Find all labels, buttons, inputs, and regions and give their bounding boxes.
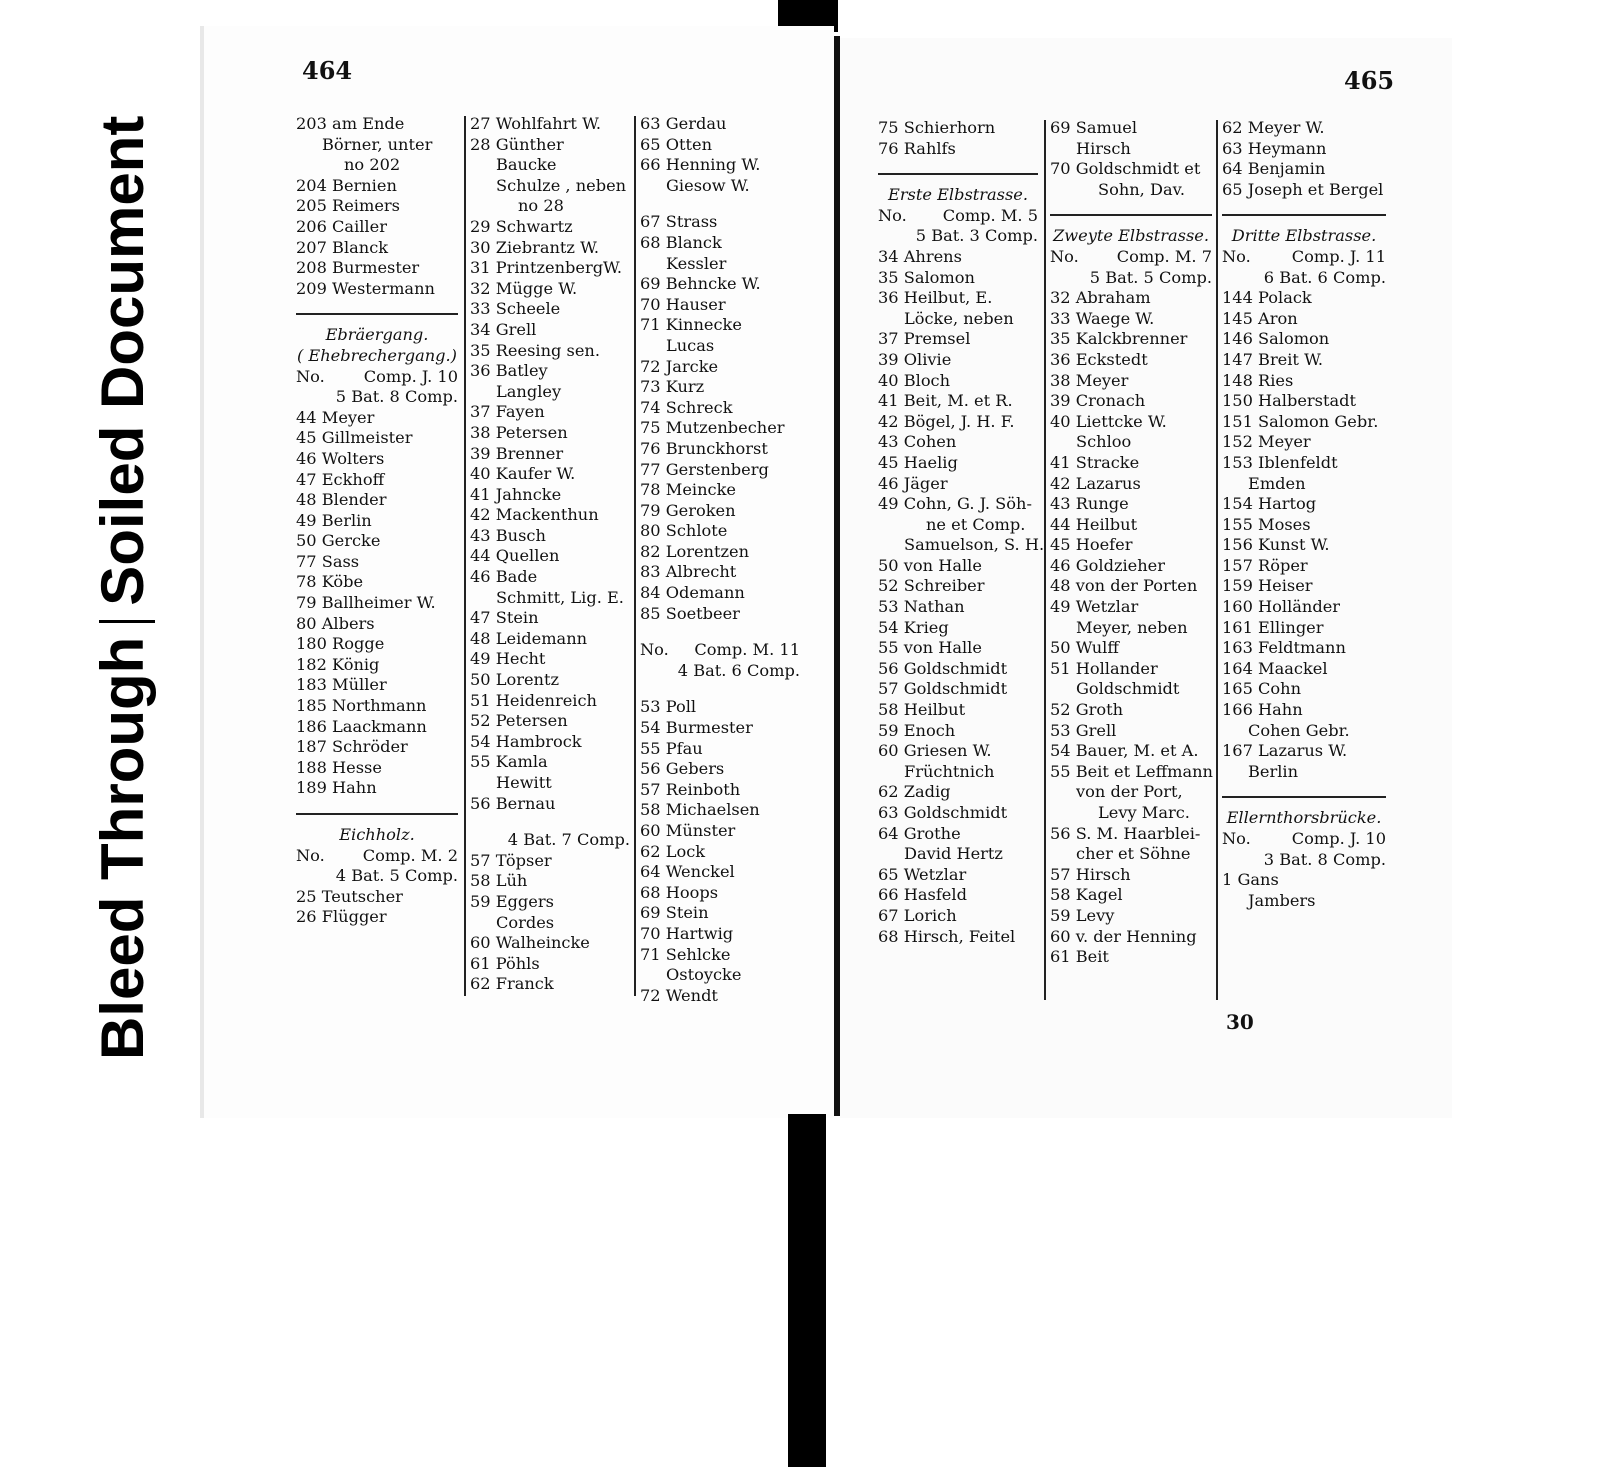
list-item: 188 Hesse bbox=[296, 757, 382, 777]
list-item: 57 Töpser bbox=[470, 850, 552, 870]
list-item: 155 Moses bbox=[1222, 514, 1311, 534]
column-6 bbox=[1222, 118, 1386, 911]
list-item: 57 Goldschmidt bbox=[878, 679, 1008, 699]
list-item: 43 Runge bbox=[1050, 494, 1129, 514]
header-comp: Comp. M. 5 bbox=[942, 205, 1038, 225]
street-heading: Erste Elbstrasse. bbox=[888, 185, 1028, 205]
list-item: 49 Cohn, G. J. Söh- bbox=[878, 494, 1032, 514]
spacer bbox=[640, 681, 800, 697]
list-item: 180 Rogge bbox=[296, 634, 385, 654]
list-item: 27 Wohlfahrt W. bbox=[470, 114, 602, 133]
company-header bbox=[640, 640, 800, 661]
list-item: 56 Bernau bbox=[470, 793, 556, 813]
list-item: 73 Kurz bbox=[640, 377, 705, 397]
list-item: 69 Behncke W. bbox=[640, 274, 761, 294]
list-item: 60 Griesen W. bbox=[878, 741, 992, 761]
list-item: 53 Poll bbox=[640, 697, 697, 717]
list-item: 51 Heidenreich bbox=[470, 690, 597, 710]
list-item: Löcke, neben bbox=[904, 308, 1014, 328]
list-item: 205 Reimers bbox=[296, 196, 400, 216]
list-item: 45 Gillmeister bbox=[296, 428, 413, 448]
list-item: 72 Jarcke bbox=[640, 356, 719, 376]
list-item: 161 Ellinger bbox=[1222, 617, 1324, 637]
spacer bbox=[640, 196, 800, 212]
list-item: 66 Henning W. bbox=[640, 155, 761, 175]
section-rule bbox=[1222, 204, 1386, 216]
list-item: 57 Reinboth bbox=[640, 779, 741, 799]
list-item: 58 Michaelsen bbox=[640, 800, 760, 820]
list-item: 32 Abraham bbox=[1050, 288, 1151, 308]
list-item: 49 Wetzlar bbox=[1050, 597, 1139, 617]
list-item: 46 Bade bbox=[470, 567, 538, 587]
header-no: No. bbox=[878, 205, 907, 225]
column-3 bbox=[640, 114, 800, 1006]
list-item: 189 Hahn bbox=[296, 778, 377, 798]
list-item: 63 Gerdau bbox=[640, 114, 727, 133]
list-item: 60 v. der Henning bbox=[1050, 926, 1197, 946]
list-item: 69 Samuel bbox=[1050, 118, 1138, 137]
company-header bbox=[1222, 247, 1386, 268]
list-item: 54 Burmester bbox=[640, 718, 753, 738]
list-item: 79 Geroken bbox=[640, 500, 736, 520]
list-item: 42 Lazarus bbox=[1050, 473, 1141, 493]
list-item: 69 Stein bbox=[640, 903, 709, 923]
list-item: Samuelson, S. H. bbox=[904, 535, 1045, 555]
street-heading: Eichholz. bbox=[339, 825, 415, 844]
left-page-number: 464 bbox=[302, 56, 353, 85]
list-item: 1 Gans bbox=[1222, 870, 1279, 890]
list-item: 52 Schreiber bbox=[878, 576, 985, 596]
list-item: Schloo bbox=[1076, 432, 1132, 452]
list-item: 38 Meyer bbox=[1050, 370, 1129, 390]
list-item: 64 Wenckel bbox=[640, 862, 735, 882]
list-item: 156 Kunst W. bbox=[1222, 535, 1330, 555]
list-item: 40 Liettcke W. bbox=[1050, 411, 1167, 431]
list-item: 182 König bbox=[296, 654, 380, 674]
column-1 bbox=[296, 114, 458, 928]
list-item: 154 Hartog bbox=[1222, 494, 1317, 514]
list-item: 153 Iblenfeldt bbox=[1222, 452, 1338, 472]
side-label-soiled-document: Soiled Document bbox=[89, 115, 156, 606]
list-item: 80 Schlote bbox=[640, 521, 728, 541]
list-item: David Hertz bbox=[904, 844, 1003, 864]
list-item: Sohn, Dav. bbox=[1098, 179, 1185, 199]
header-no: No. bbox=[296, 366, 325, 386]
list-item: 68 Blanck bbox=[640, 232, 722, 252]
battalion-line: 5 Bat. 8 Comp. bbox=[335, 387, 458, 407]
list-item: 35 Kalckbrenner bbox=[1050, 329, 1188, 349]
list-item: no 28 bbox=[518, 196, 564, 216]
battalion-line: 4 Bat. 6 Comp. bbox=[677, 660, 800, 680]
list-item: 57 Hirsch bbox=[1050, 864, 1131, 884]
street-heading: Ebräergang. bbox=[325, 325, 429, 345]
list-item: 50 von Halle bbox=[878, 555, 982, 575]
header-no: No. bbox=[296, 845, 325, 865]
list-item: 71 Kinnecke bbox=[640, 315, 742, 335]
list-item: 56 Gebers bbox=[640, 759, 725, 779]
header-comp: Comp. M. 11 bbox=[694, 640, 800, 660]
list-item: 48 Leidemann bbox=[470, 628, 588, 648]
column-divider bbox=[634, 116, 636, 996]
list-item: Früchtnich bbox=[904, 761, 995, 781]
list-item: 55 Pfau bbox=[640, 738, 703, 758]
list-item: 77 Sass bbox=[296, 551, 360, 571]
header-no: No. bbox=[1050, 246, 1079, 266]
list-item: 35 Reesing sen. bbox=[470, 340, 600, 360]
list-item: Meyer, neben bbox=[1076, 617, 1188, 637]
company-header bbox=[296, 846, 458, 867]
header-comp: Comp. J. 10 bbox=[1291, 829, 1386, 848]
street-heading: Dritte Elbstrasse. bbox=[1231, 226, 1377, 246]
list-item: 39 Olivie bbox=[878, 349, 952, 369]
list-item: 44 Heilbut bbox=[1050, 514, 1138, 534]
list-item: 185 Northmann bbox=[296, 696, 427, 716]
list-item: 35 Salomon bbox=[878, 267, 975, 287]
list-item: 36 Batley bbox=[470, 361, 548, 381]
list-item: 30 Ziebrantz W. bbox=[470, 237, 600, 257]
street-heading: Zweyte Elbstrasse. bbox=[1053, 226, 1209, 246]
battalion-line: 6 Bat. 6 Comp. bbox=[1263, 267, 1386, 287]
battalion-line: 3 Bat. 8 Comp. bbox=[1263, 849, 1386, 869]
list-item: 46 Wolters bbox=[296, 448, 385, 468]
header-no: No. bbox=[1222, 246, 1251, 266]
list-item: 79 Ballheimer W. bbox=[296, 593, 436, 613]
list-item: 160 Holländer bbox=[1222, 597, 1341, 617]
list-item: 31 PrintzenbergW. bbox=[470, 258, 623, 278]
header-comp: Comp. M. 7 bbox=[1116, 246, 1212, 266]
list-item: 33 Scheele bbox=[470, 299, 561, 319]
list-item: 52 Petersen bbox=[470, 711, 568, 731]
list-item: 67 Strass bbox=[640, 212, 718, 232]
header-comp: Comp. J. 10 bbox=[363, 366, 458, 386]
list-item: 49 Hecht bbox=[470, 649, 546, 669]
list-item: 186 Laackmann bbox=[296, 716, 427, 736]
list-item: 53 Grell bbox=[1050, 720, 1117, 740]
list-item: 64 Grothe bbox=[878, 823, 961, 843]
header-no: No. bbox=[1222, 829, 1251, 848]
company-header bbox=[296, 367, 458, 388]
list-item: 150 Halberstadt bbox=[1222, 391, 1356, 411]
battalion-line: 5 Bat. 3 Comp. bbox=[915, 226, 1038, 246]
list-item: 157 Röper bbox=[1222, 555, 1308, 575]
list-item: 82 Lorentzen bbox=[640, 541, 750, 561]
list-item: 72 Wendt bbox=[640, 985, 718, 1005]
list-item: 167 Lazarus W. bbox=[1222, 741, 1348, 761]
list-item: Hirsch bbox=[1076, 138, 1131, 158]
list-item: 146 Salomon bbox=[1222, 329, 1330, 349]
list-item: Giesow W. bbox=[666, 175, 750, 195]
list-item: 41 Beit, M. et R. bbox=[878, 391, 1013, 411]
list-item: 80 Albers bbox=[296, 613, 375, 633]
list-item: 58 Kagel bbox=[1050, 885, 1123, 905]
list-item: 61 Pöhls bbox=[470, 953, 540, 973]
list-item: 65 Joseph et Bergel bbox=[1222, 179, 1384, 199]
list-item: 62 Meyer W. bbox=[1222, 118, 1325, 137]
column-5 bbox=[1050, 118, 1212, 968]
section-rule bbox=[296, 803, 458, 815]
company-header bbox=[1050, 247, 1212, 268]
street-heading: Ellernthorsbrücke. bbox=[1226, 808, 1382, 828]
list-item: 187 Schröder bbox=[296, 737, 408, 757]
list-item: 206 Cailler bbox=[296, 216, 387, 236]
list-item: 65 Wetzlar bbox=[878, 864, 967, 884]
list-item: 39 Cronach bbox=[1050, 391, 1146, 411]
list-item: 85 Soetbeer bbox=[640, 603, 740, 623]
list-item: 54 Krieg bbox=[878, 617, 949, 637]
list-item: 64 Benjamin bbox=[1222, 159, 1326, 179]
list-item: 28 Günther bbox=[470, 134, 564, 154]
list-item: 33 Waege W. bbox=[1050, 308, 1155, 328]
list-item: 75 Schierhorn bbox=[878, 118, 996, 137]
list-item: 83 Albrecht bbox=[640, 562, 737, 582]
list-item: 151 Salomon Gebr. bbox=[1222, 411, 1379, 431]
list-item: 65 Otten bbox=[640, 134, 713, 154]
list-item: 144 Polack bbox=[1222, 288, 1312, 308]
list-item: 62 Zadig bbox=[878, 782, 951, 802]
side-label bbox=[88, 116, 157, 1060]
right-page-number: 465 bbox=[1344, 66, 1395, 95]
list-item: 61 Beit bbox=[1050, 947, 1109, 967]
list-item: Jambers bbox=[1248, 890, 1316, 910]
list-item: 36 Heilbut, E. bbox=[878, 288, 993, 308]
list-item: Baucke bbox=[496, 155, 557, 175]
list-item: 45 Hoefer bbox=[1050, 535, 1133, 555]
list-item: 55 Kamla bbox=[470, 752, 548, 772]
list-item: 148 Ries bbox=[1222, 370, 1294, 390]
list-item: 41 Stracke bbox=[1050, 452, 1140, 472]
list-item: 77 Gerstenberg bbox=[640, 459, 769, 479]
battalion-line: 5 Bat. 5 Comp. bbox=[1089, 267, 1212, 287]
list-item: 32 Mügge W. bbox=[470, 278, 578, 298]
list-item: Ostoycke bbox=[666, 965, 742, 985]
column-divider bbox=[1216, 120, 1218, 1000]
list-item: 164 Maackel bbox=[1222, 658, 1328, 678]
column-divider bbox=[464, 116, 466, 996]
list-item: 66 Hasfeld bbox=[878, 885, 967, 905]
side-label-bleed-through: Bleed Through bbox=[89, 636, 156, 1060]
list-item: 46 Goldzieher bbox=[1050, 555, 1165, 575]
list-item: Goldschmidt bbox=[1076, 679, 1180, 699]
list-item: 39 Brenner bbox=[470, 443, 564, 463]
battalion-line: 4 Bat. 7 Comp. bbox=[507, 830, 630, 850]
bottom-binding-strip bbox=[788, 1114, 826, 1467]
list-item: 49 Berlin bbox=[296, 510, 372, 530]
list-item: 48 von der Porten bbox=[1050, 576, 1198, 596]
list-item: 76 Rahlfs bbox=[878, 138, 956, 158]
header-comp: Comp. M. 2 bbox=[362, 845, 458, 865]
section-rule bbox=[1050, 204, 1212, 216]
list-item: 44 Meyer bbox=[296, 407, 375, 427]
list-item: 55 von Halle bbox=[878, 638, 982, 658]
list-item: 58 Heilbut bbox=[878, 700, 966, 720]
side-label-separator bbox=[99, 620, 155, 623]
list-item: 165 Cohn bbox=[1222, 679, 1302, 699]
list-item: 53 Nathan bbox=[878, 597, 965, 617]
list-item: 44 Quellen bbox=[470, 546, 560, 566]
list-item: 38 Petersen bbox=[470, 422, 568, 442]
list-item: 56 Goldschmidt bbox=[878, 658, 1008, 678]
section-rule bbox=[878, 163, 1038, 175]
list-item: Schulze , neben bbox=[496, 175, 627, 195]
list-item: 76 Brunckhorst bbox=[640, 438, 768, 458]
list-item: 147 Breit W. bbox=[1222, 349, 1324, 369]
list-item: 63 Heymann bbox=[1222, 138, 1327, 158]
list-item: 145 Aron bbox=[1222, 308, 1298, 328]
list-item: 203 am Ende bbox=[296, 114, 405, 133]
list-item: 59 Enoch bbox=[878, 720, 956, 740]
list-item: 42 Bögel, J. H. F. bbox=[878, 411, 1015, 431]
list-item: 29 Schwartz bbox=[470, 216, 573, 236]
list-item: Levy Marc. bbox=[1098, 803, 1190, 822]
list-item: 63 Goldschmidt bbox=[878, 803, 1008, 822]
list-item: Lucas bbox=[666, 335, 715, 355]
list-item: 36 Eckstedt bbox=[1050, 349, 1148, 369]
list-item: 45 Haelig bbox=[878, 452, 958, 472]
list-item: 62 Franck bbox=[470, 974, 554, 994]
list-item: 74 Schreck bbox=[640, 397, 733, 417]
column-4 bbox=[878, 118, 1045, 947]
list-item: Hewitt bbox=[496, 773, 552, 792]
list-item: 50 Lorentz bbox=[470, 670, 560, 690]
list-item: 59 Levy bbox=[1050, 905, 1115, 925]
column-2 bbox=[470, 114, 630, 995]
list-item: Cordes bbox=[496, 912, 555, 932]
list-item: 60 Walheincke bbox=[470, 933, 590, 953]
battalion-line: 4 Bat. 5 Comp. bbox=[335, 866, 458, 886]
list-item: Langley bbox=[496, 381, 562, 401]
section-rule bbox=[1222, 786, 1386, 798]
list-item: 37 Premsel bbox=[878, 329, 971, 349]
list-item: 75 Mutzenbecher bbox=[640, 418, 785, 438]
list-item: Börner, unter bbox=[322, 134, 433, 154]
header-no: No. bbox=[640, 640, 669, 660]
list-item: 70 Goldschmidt et bbox=[1050, 159, 1201, 179]
section-rule bbox=[296, 303, 458, 315]
list-item: 59 Eggers bbox=[470, 891, 554, 911]
company-header bbox=[878, 206, 1038, 227]
list-item: 37 Fayen bbox=[470, 402, 545, 422]
column-divider bbox=[1044, 120, 1046, 1000]
list-item: 70 Hauser bbox=[640, 294, 726, 314]
list-item: 159 Heiser bbox=[1222, 576, 1313, 596]
list-item: von der Port, bbox=[1076, 782, 1183, 802]
list-item: 71 Sehlcke bbox=[640, 944, 731, 964]
list-item: 56 S. M. Haarblei- bbox=[1050, 823, 1201, 843]
list-item: 54 Hambrock bbox=[470, 731, 582, 751]
list-item: 70 Hartwig bbox=[640, 923, 734, 943]
list-item: 47 Stein bbox=[470, 608, 539, 628]
list-item: 55 Beit et Leffmann bbox=[1050, 761, 1213, 781]
list-item: 43 Cohen bbox=[878, 432, 957, 452]
header-comp: Comp. J. 11 bbox=[1291, 246, 1386, 266]
list-item: ne et Comp. bbox=[926, 514, 1026, 534]
list-item: Cohen Gebr. bbox=[1248, 720, 1350, 740]
book-spine bbox=[834, 36, 840, 1116]
list-item: 62 Lock bbox=[640, 841, 706, 861]
list-item: 68 Hoops bbox=[640, 882, 719, 902]
spacer bbox=[640, 624, 800, 640]
list-item: 209 Westermann bbox=[296, 278, 435, 298]
footer-signature-number: 30 bbox=[1226, 1010, 1254, 1034]
list-item: 26 Flügger bbox=[296, 907, 387, 927]
list-item: 60 Münster bbox=[640, 821, 736, 840]
list-item: 47 Eckhoff bbox=[296, 469, 385, 489]
list-item: Schmitt, Lig. E. bbox=[496, 587, 624, 607]
street-heading: ( Ehebrechergang.) bbox=[296, 345, 458, 365]
list-item: 25 Teutscher bbox=[296, 886, 403, 906]
list-item: 163 Feldtmann bbox=[1222, 638, 1346, 658]
list-item: 183 Müller bbox=[296, 675, 387, 695]
list-item: 204 Bernien bbox=[296, 175, 397, 195]
list-item: 43 Busch bbox=[470, 525, 546, 545]
list-item: cher et Söhne bbox=[1076, 844, 1191, 864]
list-item: 34 Ahrens bbox=[878, 246, 962, 266]
list-item: 34 Grell bbox=[470, 319, 537, 339]
list-item: 78 Köbe bbox=[296, 572, 364, 592]
list-item: 207 Blanck bbox=[296, 237, 389, 257]
list-item: 50 Gercke bbox=[296, 531, 381, 551]
list-item: Berlin bbox=[1248, 761, 1298, 781]
list-item: 84 Odemann bbox=[640, 583, 745, 603]
list-item: 46 Jäger bbox=[878, 473, 948, 493]
list-item: 48 Blender bbox=[296, 490, 387, 510]
list-item: 52 Groth bbox=[1050, 700, 1124, 720]
spacer bbox=[470, 814, 630, 830]
list-item: 78 Meincke bbox=[640, 480, 736, 500]
list-item: Emden bbox=[1248, 473, 1306, 493]
list-item: 41 Jahncke bbox=[470, 484, 562, 504]
list-item: 58 Lüh bbox=[470, 871, 528, 891]
list-item: 67 Lorich bbox=[878, 905, 957, 925]
company-header bbox=[1222, 829, 1386, 850]
list-item: 40 Kaufer W. bbox=[470, 464, 576, 484]
list-item: 51 Hollander bbox=[1050, 658, 1158, 678]
list-item: Kessler bbox=[666, 253, 727, 273]
list-item: 40 Bloch bbox=[878, 370, 951, 390]
list-item: 50 Wulff bbox=[1050, 638, 1119, 658]
list-item: 54 Bauer, M. et A. bbox=[1050, 741, 1199, 761]
list-item: 152 Meyer bbox=[1222, 432, 1311, 452]
list-item: 208 Burmester bbox=[296, 258, 420, 278]
list-item: 42 Mackenthun bbox=[470, 505, 599, 525]
list-item: no 202 bbox=[344, 155, 401, 175]
list-item: 68 Hirsch, Feitel bbox=[878, 926, 1016, 946]
list-item: 166 Hahn bbox=[1222, 700, 1303, 720]
